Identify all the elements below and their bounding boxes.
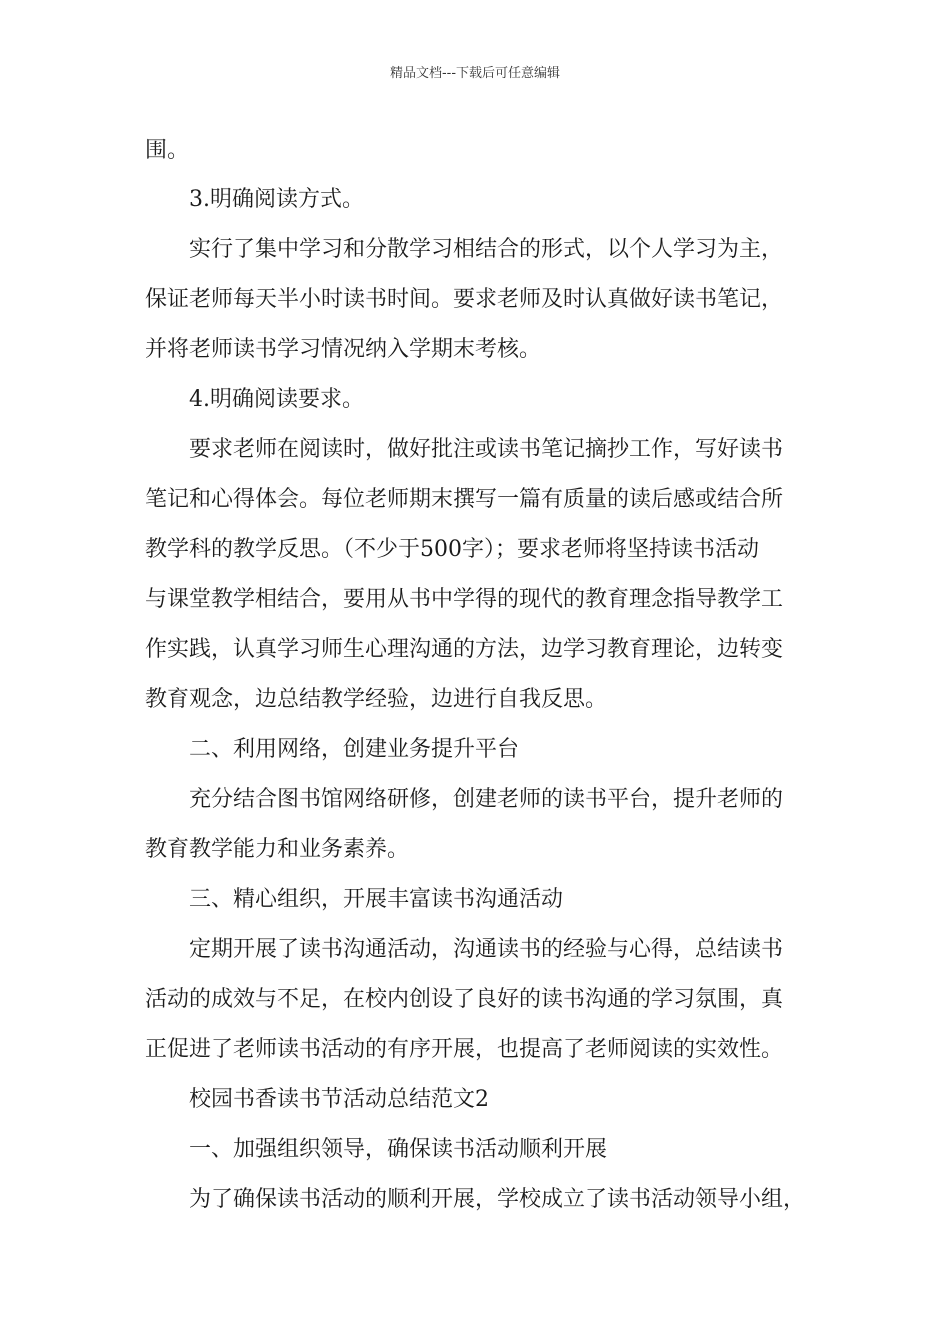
paragraph-line: 实行了集中学习和分散学习相结合的形式，以个人学习为主， [189, 237, 784, 262]
paragraph-line: 教学科的教学反思。（不少于500字）；要求老师将坚持读书活动 [145, 537, 759, 562]
paragraph-line: 围。 [145, 138, 190, 163]
paragraph-line: 保证老师每天半小时读书时间。要求老师及时认真做好读书笔记， [145, 287, 784, 312]
paragraph-line: 教育教学能力和业务素养。 [145, 837, 410, 862]
paragraph-line: 要求老师在阅读时，做好批注或读书笔记摘抄工作，写好读书 [189, 437, 784, 462]
section-heading: 二、利用网络，创建业务提升平台 [189, 737, 520, 762]
paragraph-line: 教育观念，边总结教学经验，边进行自我反思。 [145, 687, 608, 712]
paragraph-line: 活动的成效与不足，在校内创设了良好的读书沟通的学习氛围，真 [145, 987, 784, 1012]
paragraph-line: 笔记和心得体会。每位老师期末撰写一篇有质量的读后感或结合所 [145, 487, 784, 512]
paragraph-line: 正促进了老师读书活动的有序开展，也提高了老师阅读的实效性。 [145, 1037, 784, 1062]
paragraph-line: 作实践，认真学习师生心理沟通的方法，边学习教育理论，边转变 [145, 637, 784, 662]
page-header: 精品文档---下载后可任意编辑 [389, 66, 561, 81]
paragraph-line: 充分结合图书馆网络研修，创建老师的读书平台，提升老师的 [189, 787, 784, 812]
paragraph-line: 并将老师读书学习情况纳入学期末考核。 [145, 337, 542, 362]
article-title: 校园书香读书节活动总结范文2 [189, 1087, 489, 1112]
section-heading: 一、加强组织领导，确保读书活动顺利开展 [189, 1137, 608, 1162]
section-heading: 4.明确阅读要求。 [189, 387, 364, 412]
paragraph-line: 与课堂教学相结合，要用从书中学得的现代的教育理念指导教学工 [145, 587, 784, 612]
paragraph-line: 定期开展了读书沟通活动，沟通读书的经验与心得，总结读书 [189, 937, 784, 962]
section-heading: 三、精心组织，开展丰富读书沟通活动 [189, 887, 564, 912]
paragraph-line: 为了确保读书活动的顺利开展，学校成立了读书活动领导小组， [189, 1187, 806, 1212]
section-heading: 3.明确阅读方式。 [189, 187, 364, 212]
